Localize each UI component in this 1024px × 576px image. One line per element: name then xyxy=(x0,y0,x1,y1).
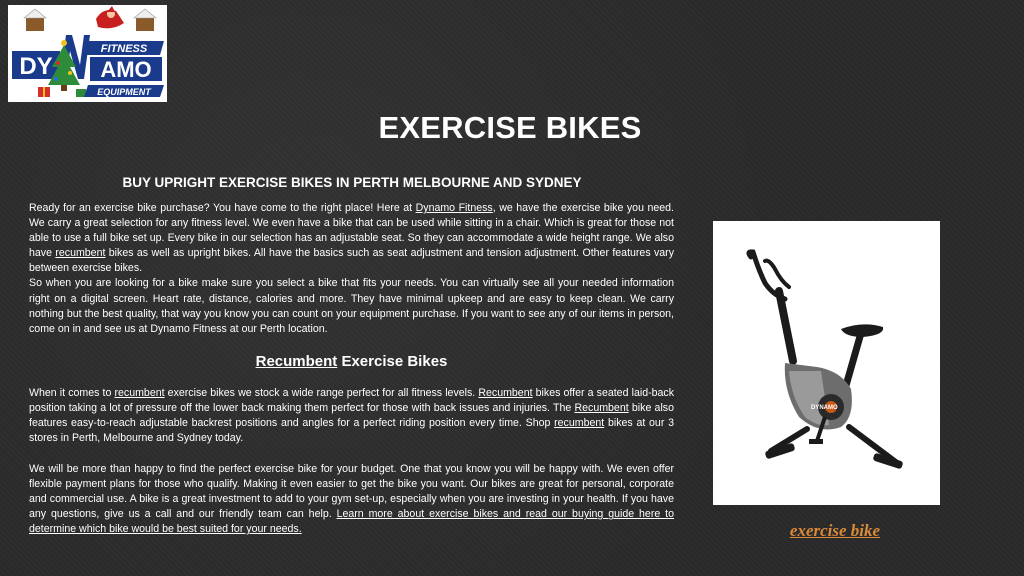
svg-text:AMO: AMO xyxy=(100,57,152,82)
recumbent-text xyxy=(29,386,674,446)
logo-graphic xyxy=(8,5,167,102)
p3-text-d: bike also features easy-to-reach adjustable backrest positions and angles for a perfect riding position every time. Shop xyxy=(29,402,674,430)
p3-text-e: bikes at our 3 stores in Perth, Melbourne and Sydney today. xyxy=(29,417,675,445)
dynamo-fitness-link[interactable]: Dynamo Fitness xyxy=(415,202,493,214)
p3-text-b: exercise bikes we stock a wide range perfect for all fitness levels. xyxy=(164,387,479,399)
recumbent-heading-rest: Exercise Bikes xyxy=(337,353,448,370)
svg-text:DY: DY xyxy=(19,53,53,80)
sub-heading: BUY UPRIGHT EXERCISE BIKES IN PERTH MELBOURNE AND SYDNEY xyxy=(122,175,582,190)
recumbent-link-4[interactable]: recumbent xyxy=(554,417,605,430)
budget-text xyxy=(29,462,674,537)
intro-text xyxy=(29,201,674,337)
p4-text-a: We will be more than happy to find the perfect exercise bike for your budget. One that you know you will be happy with. We even offer flexible payment plans for those who qualify. Making it even easier to get the bike you want. Our bikes are great for personal, corporate and commercial use. A bike is a great investment to add to your gym set-up, especially when you are investing in your health. If you have any questions, give us a call and our friendly team can help. xyxy=(29,463,674,521)
intro-p1-text-a: Ready for an exercise bike purchase? You have come to the right place! Here at xyxy=(29,202,416,214)
dynamo-fitness-logo[interactable] xyxy=(8,5,167,102)
exercise-bike-caption-link[interactable]: exercise bike xyxy=(789,521,881,540)
recumbent-section-heading xyxy=(29,353,674,370)
buying-guide-link[interactable]: Learn more about exercise bikes and read our buying guide here to determine which bike would be best suited for your needs. xyxy=(29,508,674,536)
intro-p2-text: So when you are looking for a bike make sure you select a bike that fits your needs. You can virtually see all your needed information right on a digital screen. Heart rate, distance, calories and more. They have minimal upkeep and are easy to keep clean. We carry nothing but the best quality, that way you know you can count on your equipment purchase. If you want to see any of our items in person, come on in and see us at Dynamo Fitness at our Perth location. xyxy=(29,277,674,335)
exercise-bike-image xyxy=(713,221,940,505)
intro-p1-text-b: , we have the exercise bike you need. We carry a great selection for any fitness level. We even have a bike that can be used while sitting in a chair. Which is great for those not able to use a full bike set up. Every bike in our selection has an adjustable seat. So they can accommodate a wide height range. We also have xyxy=(29,202,674,260)
recumbent-link[interactable]: recumbent xyxy=(55,247,106,260)
intro-p1-text-c: bikes as well as upright bikes. All have the basics such as seat adjustment and tension adjustment. Other features vary between exercise bikes. xyxy=(29,247,675,275)
recumbent-heading-link[interactable]: Recumbent xyxy=(255,353,338,370)
recumbent-link-3[interactable]: Recumbent xyxy=(574,402,629,415)
recumbent-link-1[interactable]: recumbent xyxy=(114,387,165,399)
logo-fitness-text: FITNESS xyxy=(100,43,148,55)
logo-equipment-text: EQUIPMENT xyxy=(97,87,151,97)
page-title: EXERCISE BIKES xyxy=(378,110,642,145)
recumbent-link-2[interactable]: Recumbent xyxy=(478,387,533,399)
bike-brand-text: DYNAMO xyxy=(811,405,838,411)
exercise-bike-illustration xyxy=(713,221,940,505)
p3-text-c: bikes offer a seated laid-back position taking a lot of pressure off the lower back making them perfect for those with back issues and injuries. The xyxy=(29,387,674,415)
p3-text-a: When it comes to xyxy=(29,387,115,399)
